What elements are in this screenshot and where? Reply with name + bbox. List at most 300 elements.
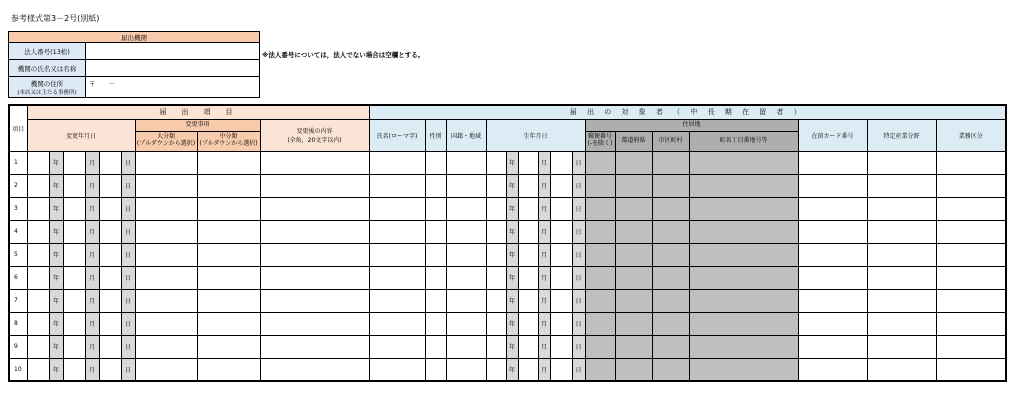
- organization-header: 届出機関: [9, 32, 260, 43]
- change-day-cell[interactable]: [99, 312, 121, 335]
- change-year-cell[interactable]: [27, 289, 49, 312]
- postal-code-cell[interactable]: [585, 174, 615, 197]
- sex-cell[interactable]: [425, 335, 446, 358]
- year-unit: 年: [506, 220, 518, 243]
- change-month-cell[interactable]: [63, 358, 85, 381]
- residence-card-cell[interactable]: [798, 243, 867, 266]
- change-day-cell[interactable]: [99, 335, 121, 358]
- change-content-cell[interactable]: [260, 289, 369, 312]
- major-category-cell[interactable]: [135, 335, 197, 358]
- change-content-cell[interactable]: [260, 266, 369, 289]
- change-day-cell[interactable]: [99, 197, 121, 220]
- major-category-cell[interactable]: [135, 312, 197, 335]
- city-cell[interactable]: [652, 243, 689, 266]
- prefecture-cell[interactable]: [615, 266, 652, 289]
- day-unit: 日: [572, 289, 585, 312]
- work-category-cell[interactable]: [936, 243, 1006, 266]
- table-body: [9, 151, 1006, 381]
- day-unit: 日: [572, 312, 585, 335]
- name-header: 氏名(ローマ字): [369, 119, 425, 151]
- day-unit: 日: [572, 220, 585, 243]
- birth-month-cell[interactable]: [518, 358, 538, 381]
- prefecture-cell[interactable]: [615, 312, 652, 335]
- month-unit: 月: [85, 174, 99, 197]
- postal-code-cell[interactable]: [585, 335, 615, 358]
- prefecture-cell[interactable]: [615, 289, 652, 312]
- minor-category-cell[interactable]: [197, 174, 260, 197]
- month-unit: 月: [538, 358, 550, 381]
- birth-month-cell[interactable]: [518, 335, 538, 358]
- change-content-cell[interactable]: [260, 151, 369, 174]
- nationality-cell[interactable]: [446, 289, 486, 312]
- industry-field-cell[interactable]: [867, 220, 936, 243]
- change-year-cell[interactable]: [27, 220, 49, 243]
- street-cell[interactable]: [689, 197, 798, 220]
- change-month-cell[interactable]: [63, 151, 85, 174]
- year-unit: 年: [506, 243, 518, 266]
- postal-code-hint: (-を除く): [587, 140, 613, 147]
- year-unit: 年: [49, 266, 63, 289]
- postal-code-header: [585, 131, 615, 151]
- city-cell[interactable]: [652, 174, 689, 197]
- year-unit: 年: [506, 335, 518, 358]
- city-cell[interactable]: [652, 312, 689, 335]
- prefecture-cell[interactable]: [615, 174, 652, 197]
- postal-code-cell[interactable]: [585, 289, 615, 312]
- change-content-header-line1: 変更後の内容: [296, 128, 333, 135]
- change-day-cell[interactable]: [99, 151, 121, 174]
- minor-category-cell[interactable]: [197, 151, 260, 174]
- row-number: 2: [9, 174, 27, 197]
- month-unit: 月: [538, 220, 550, 243]
- birth-month-cell[interactable]: [518, 151, 538, 174]
- birth-date-header: 生年月日: [486, 119, 585, 151]
- city-cell[interactable]: [652, 358, 689, 381]
- year-unit: 年: [506, 358, 518, 381]
- name-cell[interactable]: [369, 243, 425, 266]
- birth-day-cell[interactable]: [550, 335, 572, 358]
- change-month-cell[interactable]: [63, 220, 85, 243]
- year-unit: 年: [49, 151, 63, 174]
- month-unit: 月: [85, 220, 99, 243]
- nationality-cell[interactable]: [446, 197, 486, 220]
- sex-cell[interactable]: [425, 151, 446, 174]
- item-column-header: 項目: [9, 105, 27, 151]
- day-unit: 日: [572, 243, 585, 266]
- street-cell[interactable]: [689, 243, 798, 266]
- change-day-cell[interactable]: [99, 220, 121, 243]
- change-content-cell[interactable]: [260, 312, 369, 335]
- day-unit: 日: [121, 266, 135, 289]
- month-unit: 月: [538, 243, 550, 266]
- organization-address-field[interactable]: 〒 －: [86, 77, 260, 98]
- change-year-cell[interactable]: [27, 243, 49, 266]
- name-cell[interactable]: [369, 266, 425, 289]
- birth-day-cell[interactable]: [550, 243, 572, 266]
- change-item-header: 変更事項: [135, 119, 260, 131]
- industry-field-cell[interactable]: [867, 358, 936, 381]
- birth-month-cell[interactable]: [518, 197, 538, 220]
- day-unit: 日: [121, 220, 135, 243]
- day-unit: 日: [121, 243, 135, 266]
- sex-cell[interactable]: [425, 174, 446, 197]
- birth-day-cell[interactable]: [550, 289, 572, 312]
- work-category-cell[interactable]: [936, 289, 1006, 312]
- major-category-cell[interactable]: [135, 243, 197, 266]
- organization-address-label-text: 機関の住所: [30, 79, 64, 88]
- street-cell[interactable]: [689, 151, 798, 174]
- change-month-cell[interactable]: [63, 335, 85, 358]
- corporate-number-label: 法人番号(13桁): [9, 43, 86, 60]
- table-row: [9, 312, 1006, 335]
- address-header: 住居地: [585, 119, 798, 131]
- name-cell[interactable]: [369, 335, 425, 358]
- birth-month-cell[interactable]: [518, 243, 538, 266]
- prefecture-cell[interactable]: [615, 335, 652, 358]
- table-row: [9, 335, 1006, 358]
- birth-month-cell[interactable]: [518, 266, 538, 289]
- birth-month-cell[interactable]: [518, 289, 538, 312]
- table-row: [9, 174, 1006, 197]
- change-year-cell[interactable]: [27, 335, 49, 358]
- birth-year-cell[interactable]: [486, 358, 506, 381]
- change-year-cell[interactable]: [27, 151, 49, 174]
- month-unit: 月: [85, 151, 99, 174]
- city-cell[interactable]: [652, 289, 689, 312]
- change-day-cell[interactable]: [99, 243, 121, 266]
- change-month-cell[interactable]: [63, 197, 85, 220]
- change-content-cell[interactable]: [260, 197, 369, 220]
- nationality-cell[interactable]: [446, 312, 486, 335]
- work-category-cell[interactable]: [936, 174, 1006, 197]
- street-cell[interactable]: [689, 174, 798, 197]
- work-category-cell[interactable]: [936, 358, 1006, 381]
- street-cell[interactable]: [689, 266, 798, 289]
- street-cell[interactable]: [689, 220, 798, 243]
- major-category-hint: (プルダウンから選択): [136, 140, 196, 147]
- city-cell[interactable]: [652, 220, 689, 243]
- minor-category-cell[interactable]: [197, 266, 260, 289]
- major-category-cell[interactable]: [135, 197, 197, 220]
- work-category-cell[interactable]: [936, 335, 1006, 358]
- birth-day-cell[interactable]: [550, 266, 572, 289]
- work-category-cell[interactable]: [936, 266, 1006, 289]
- change-year-cell[interactable]: [27, 358, 49, 381]
- postal-code-cell[interactable]: [585, 358, 615, 381]
- residence-card-cell[interactable]: [798, 289, 867, 312]
- major-category-cell[interactable]: [135, 266, 197, 289]
- postal-code-cell[interactable]: [585, 243, 615, 266]
- change-day-cell[interactable]: [99, 358, 121, 381]
- change-month-cell[interactable]: [63, 243, 85, 266]
- row-number: 10: [9, 358, 27, 381]
- day-unit: 日: [572, 335, 585, 358]
- birth-year-cell[interactable]: [486, 243, 506, 266]
- birth-year-cell[interactable]: [486, 312, 506, 335]
- residence-card-cell[interactable]: [798, 312, 867, 335]
- year-unit: 年: [49, 243, 63, 266]
- street-cell[interactable]: [689, 335, 798, 358]
- industry-field-cell[interactable]: [867, 151, 936, 174]
- day-unit: 日: [121, 358, 135, 381]
- change-month-cell[interactable]: [63, 312, 85, 335]
- street-header: 町名丁目番地号等: [689, 131, 798, 151]
- page-title: 参考様式第3－2号(別紙): [11, 14, 100, 23]
- sex-cell[interactable]: [425, 197, 446, 220]
- major-category-cell[interactable]: [135, 151, 197, 174]
- day-unit: 日: [121, 151, 135, 174]
- year-unit: 年: [49, 358, 63, 381]
- change-content-cell[interactable]: [260, 220, 369, 243]
- day-unit: 日: [572, 358, 585, 381]
- birth-month-cell[interactable]: [518, 220, 538, 243]
- sex-cell[interactable]: [425, 289, 446, 312]
- nationality-header: 国籍・地域: [446, 119, 486, 151]
- prefecture-cell[interactable]: [615, 243, 652, 266]
- row-number: 3: [9, 197, 27, 220]
- prefecture-header: 都道府県: [615, 131, 652, 151]
- name-cell[interactable]: [369, 358, 425, 381]
- day-unit: 日: [572, 266, 585, 289]
- day-unit: 日: [121, 312, 135, 335]
- residence-card-cell[interactable]: [798, 266, 867, 289]
- sex-cell[interactable]: [425, 358, 446, 381]
- birth-day-cell[interactable]: [550, 358, 572, 381]
- month-unit: 月: [538, 197, 550, 220]
- table-row: [9, 243, 1006, 266]
- birth-year-cell[interactable]: [486, 335, 506, 358]
- change-year-cell[interactable]: [27, 197, 49, 220]
- major-category-cell[interactable]: [135, 358, 197, 381]
- birth-year-cell[interactable]: [486, 174, 506, 197]
- change-month-cell[interactable]: [63, 174, 85, 197]
- minor-category-cell[interactable]: [197, 312, 260, 335]
- street-cell[interactable]: [689, 358, 798, 381]
- industry-field-header: 特定産業分野: [867, 119, 936, 151]
- minor-category-cell[interactable]: [197, 335, 260, 358]
- change-month-cell[interactable]: [63, 289, 85, 312]
- name-cell[interactable]: [369, 220, 425, 243]
- organization-address-label: [9, 77, 86, 98]
- table-row: [9, 266, 1006, 289]
- birth-year-cell[interactable]: [486, 289, 506, 312]
- nationality-cell[interactable]: [446, 335, 486, 358]
- industry-field-cell[interactable]: [867, 243, 936, 266]
- month-unit: 月: [85, 266, 99, 289]
- industry-field-cell[interactable]: [867, 312, 936, 335]
- year-unit: 年: [49, 174, 63, 197]
- city-cell[interactable]: [652, 266, 689, 289]
- prefecture-cell[interactable]: [615, 358, 652, 381]
- city-cell[interactable]: [652, 197, 689, 220]
- month-unit: 月: [85, 335, 99, 358]
- name-cell[interactable]: [369, 151, 425, 174]
- organization-name-field[interactable]: [86, 60, 260, 77]
- change-date-header: 変更年月日: [27, 119, 135, 151]
- work-category-cell[interactable]: [936, 197, 1006, 220]
- organization-name-label: 機関の氏名又は名称: [9, 60, 86, 77]
- row-number: 1: [9, 151, 27, 174]
- major-category-header: [135, 131, 197, 151]
- industry-field-cell[interactable]: [867, 174, 936, 197]
- birth-year-cell[interactable]: [486, 220, 506, 243]
- street-cell[interactable]: [689, 289, 798, 312]
- nationality-cell[interactable]: [446, 243, 486, 266]
- postal-code-cell[interactable]: [585, 266, 615, 289]
- nationality-cell[interactable]: [446, 220, 486, 243]
- day-unit: 日: [121, 335, 135, 358]
- industry-field-cell[interactable]: [867, 266, 936, 289]
- month-unit: 月: [85, 358, 99, 381]
- postal-code-title: 郵便番号: [587, 133, 612, 141]
- corporate-number-note: ※法人番号については，法人でない場合は空欄とする。: [262, 51, 425, 59]
- prefecture-cell[interactable]: [615, 151, 652, 174]
- residence-card-cell[interactable]: [798, 197, 867, 220]
- sex-cell[interactable]: [425, 243, 446, 266]
- city-cell[interactable]: [652, 151, 689, 174]
- year-unit: 年: [506, 174, 518, 197]
- residence-card-cell[interactable]: [798, 358, 867, 381]
- month-unit: 月: [538, 312, 550, 335]
- postal-code-cell[interactable]: [585, 151, 615, 174]
- change-content-cell[interactable]: [260, 243, 369, 266]
- postal-code-cell[interactable]: [585, 220, 615, 243]
- row-number: 5: [9, 243, 27, 266]
- day-unit: 日: [572, 197, 585, 220]
- birth-day-cell[interactable]: [550, 312, 572, 335]
- minor-category-cell[interactable]: [197, 197, 260, 220]
- birth-day-cell[interactable]: [550, 174, 572, 197]
- change-year-cell[interactable]: [27, 312, 49, 335]
- major-category-cell[interactable]: [135, 289, 197, 312]
- year-unit: 年: [49, 197, 63, 220]
- year-unit: 年: [506, 151, 518, 174]
- nationality-cell[interactable]: [446, 266, 486, 289]
- birth-day-cell[interactable]: [550, 197, 572, 220]
- row-number: 6: [9, 266, 27, 289]
- residence-card-cell[interactable]: [798, 151, 867, 174]
- organization-table: [8, 31, 260, 98]
- sex-cell[interactable]: [425, 266, 446, 289]
- year-unit: 年: [506, 312, 518, 335]
- city-header: 市区町村: [652, 131, 689, 151]
- minor-category-cell[interactable]: [197, 243, 260, 266]
- year-unit: 年: [49, 335, 63, 358]
- work-category-cell[interactable]: [936, 220, 1006, 243]
- industry-field-cell[interactable]: [867, 197, 936, 220]
- year-unit: 年: [49, 220, 63, 243]
- name-cell[interactable]: [369, 312, 425, 335]
- residence-card-cell[interactable]: [798, 174, 867, 197]
- sex-cell[interactable]: [425, 220, 446, 243]
- row-number: 8: [9, 312, 27, 335]
- change-day-cell[interactable]: [99, 174, 121, 197]
- prefecture-cell[interactable]: [615, 220, 652, 243]
- minor-category-hint: (プルダウンから選択): [199, 140, 258, 147]
- birth-day-cell[interactable]: [550, 151, 572, 174]
- residence-card-cell[interactable]: [798, 335, 867, 358]
- birth-year-cell[interactable]: [486, 197, 506, 220]
- residence-card-cell[interactable]: [798, 220, 867, 243]
- month-unit: 月: [85, 197, 99, 220]
- residence-card-header: 在留カード番号: [798, 119, 867, 151]
- name-cell[interactable]: [369, 174, 425, 197]
- nationality-cell[interactable]: [446, 174, 486, 197]
- change-content-header: [260, 119, 369, 151]
- target-person-header: 届 出 の 対 象 者 （ 中 長 期 在 留 者 ）: [369, 105, 1006, 119]
- birth-year-cell[interactable]: [486, 151, 506, 174]
- change-content-cell[interactable]: [260, 358, 369, 381]
- work-category-cell[interactable]: [936, 151, 1006, 174]
- year-unit: 年: [49, 289, 63, 312]
- work-category-cell[interactable]: [936, 312, 1006, 335]
- change-month-cell[interactable]: [63, 266, 85, 289]
- city-cell[interactable]: [652, 335, 689, 358]
- change-content-cell[interactable]: [260, 174, 369, 197]
- day-unit: 日: [572, 174, 585, 197]
- major-category-cell[interactable]: [135, 174, 197, 197]
- birth-month-cell[interactable]: [518, 312, 538, 335]
- postal-code-cell[interactable]: [585, 312, 615, 335]
- sex-header: 性別: [425, 119, 446, 151]
- postal-code-cell[interactable]: [585, 197, 615, 220]
- table-row: [9, 289, 1006, 312]
- industry-field-cell[interactable]: [867, 289, 936, 312]
- birth-month-cell[interactable]: [518, 174, 538, 197]
- table-row: [9, 358, 1006, 381]
- minor-category-cell[interactable]: [197, 289, 260, 312]
- row-number: 7: [9, 289, 27, 312]
- year-unit: 年: [506, 197, 518, 220]
- month-unit: 月: [538, 174, 550, 197]
- major-category-title: 大分類: [156, 133, 175, 141]
- day-unit: 日: [121, 174, 135, 197]
- change-day-cell[interactable]: [99, 266, 121, 289]
- corporate-number-field[interactable]: [86, 43, 260, 60]
- birth-day-cell[interactable]: [550, 220, 572, 243]
- change-day-cell[interactable]: [99, 289, 121, 312]
- year-unit: 年: [506, 289, 518, 312]
- minor-category-cell[interactable]: [197, 358, 260, 381]
- year-unit: 年: [506, 266, 518, 289]
- change-year-cell[interactable]: [27, 266, 49, 289]
- industry-field-cell[interactable]: [867, 335, 936, 358]
- year-unit: 年: [49, 312, 63, 335]
- notification-table: [8, 104, 1007, 382]
- table-row: [9, 220, 1006, 243]
- day-unit: 日: [121, 289, 135, 312]
- month-unit: 月: [85, 289, 99, 312]
- minor-category-header: [197, 131, 260, 151]
- sex-cell[interactable]: [425, 312, 446, 335]
- change-content-cell[interactable]: [260, 335, 369, 358]
- name-cell[interactable]: [369, 289, 425, 312]
- day-unit: 日: [572, 151, 585, 174]
- prefecture-cell[interactable]: [615, 197, 652, 220]
- change-content-header-line2: (全角，20文字以内): [287, 137, 342, 144]
- nationality-cell[interactable]: [446, 151, 486, 174]
- nationality-cell[interactable]: [446, 358, 486, 381]
- minor-category-cell[interactable]: [197, 220, 260, 243]
- birth-year-cell[interactable]: [486, 266, 506, 289]
- change-year-cell[interactable]: [27, 174, 49, 197]
- street-cell[interactable]: [689, 312, 798, 335]
- name-cell[interactable]: [369, 197, 425, 220]
- work-category-header: 業務区分: [936, 119, 1006, 151]
- major-category-cell[interactable]: [135, 220, 197, 243]
- row-number: 4: [9, 220, 27, 243]
- month-unit: 月: [538, 266, 550, 289]
